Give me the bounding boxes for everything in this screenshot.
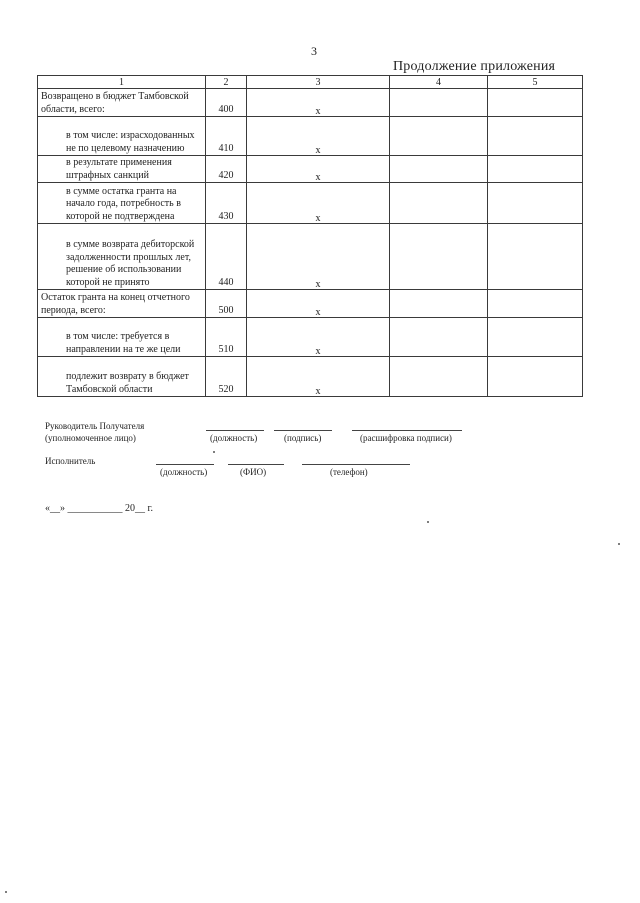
row-col5 <box>488 290 583 318</box>
table-row <box>38 357 583 397</box>
row-code: 400 <box>206 89 247 117</box>
row-col3: x <box>247 357 390 397</box>
row-col5 <box>488 224 583 290</box>
executor-name-line <box>228 464 284 465</box>
executor-position-caption: (должность) <box>160 467 208 477</box>
scan-speck <box>5 891 7 893</box>
scan-speck <box>213 451 215 453</box>
row-col3: x <box>247 183 390 224</box>
head-label: Руководитель Получателя <box>45 421 145 431</box>
row-code: 430 <box>206 183 247 224</box>
scan-speck <box>618 543 620 545</box>
header-col-5: 5 <box>488 76 583 89</box>
row-code: 420 <box>206 156 247 183</box>
row-col3: x <box>247 318 390 357</box>
table-row <box>38 183 583 224</box>
row-code: 520 <box>206 357 247 397</box>
header-col-4: 4 <box>390 76 488 89</box>
report-table <box>37 75 583 397</box>
row-col3: x <box>247 156 390 183</box>
row-label: в сумме возврата дебиторской задолженности прошлых лет, решение об использовании которой не принято <box>38 224 206 290</box>
row-col4 <box>390 117 488 156</box>
table-row <box>38 156 583 183</box>
executor-position-line <box>156 464 214 465</box>
row-label: в том числе: требуется в направлении на те же цели <box>38 318 206 357</box>
header-col-1: 1 <box>38 76 206 89</box>
row-col4 <box>390 89 488 117</box>
row-col3: x <box>247 117 390 156</box>
row-col4 <box>390 290 488 318</box>
table-row <box>38 117 583 156</box>
row-code: 440 <box>206 224 247 290</box>
page-number: 3 <box>311 44 317 58</box>
row-col5 <box>488 156 583 183</box>
table-header-row <box>38 76 583 89</box>
table-row <box>38 290 583 318</box>
row-code: 510 <box>206 318 247 357</box>
date-line: «__» ___________ 20__ г. <box>45 503 153 514</box>
executor-phone-line <box>302 464 410 465</box>
head-decoding-caption: (расшифровка подписи) <box>360 433 452 443</box>
header-col-3: 3 <box>247 76 390 89</box>
row-col4 <box>390 183 488 224</box>
row-label: в сумме остатка гранта на начало года, потребность в которой не подтверждена <box>38 183 206 224</box>
continuation-title: Продолжение приложения <box>393 59 556 74</box>
head-position-line <box>206 430 264 431</box>
row-col5 <box>488 357 583 397</box>
row-col4 <box>390 224 488 290</box>
row-col3: x <box>247 290 390 318</box>
row-col5 <box>488 89 583 117</box>
row-code: 410 <box>206 117 247 156</box>
scan-speck <box>427 521 429 523</box>
row-code: 500 <box>206 290 247 318</box>
table-row <box>38 224 583 290</box>
row-label: Остаток гранта на конец отчетного периода, всего: <box>38 290 206 318</box>
row-col4 <box>390 318 488 357</box>
executor-label: Исполнитель <box>45 456 96 466</box>
row-label: в результате применения штрафных санкций <box>38 156 206 183</box>
row-col4 <box>390 156 488 183</box>
row-col3: x <box>247 89 390 117</box>
row-label: Возвращено в бюджет Тамбовской области, всего: <box>38 89 206 117</box>
row-col3: x <box>247 224 390 290</box>
executor-phone-caption: (телефон) <box>330 467 368 477</box>
head-signature-line <box>274 430 332 431</box>
head-decoding-line <box>352 430 462 431</box>
row-col4 <box>390 357 488 397</box>
row-col5 <box>488 117 583 156</box>
row-col5 <box>488 318 583 357</box>
row-label: подлежит возврату в бюджет Тамбовской области <box>38 357 206 397</box>
row-label: в том числе: израсходованных не по целевому назначению <box>38 117 206 156</box>
executor-name-caption: (ФИО) <box>240 467 267 477</box>
head-position-caption: (должность) <box>210 433 258 443</box>
table-row <box>38 89 583 117</box>
table-row <box>38 318 583 357</box>
head-signature-caption: (подпись) <box>284 433 322 443</box>
header-col-2: 2 <box>206 76 247 89</box>
row-col5 <box>488 183 583 224</box>
head-sublabel: (уполномоченное лицо) <box>45 433 136 443</box>
